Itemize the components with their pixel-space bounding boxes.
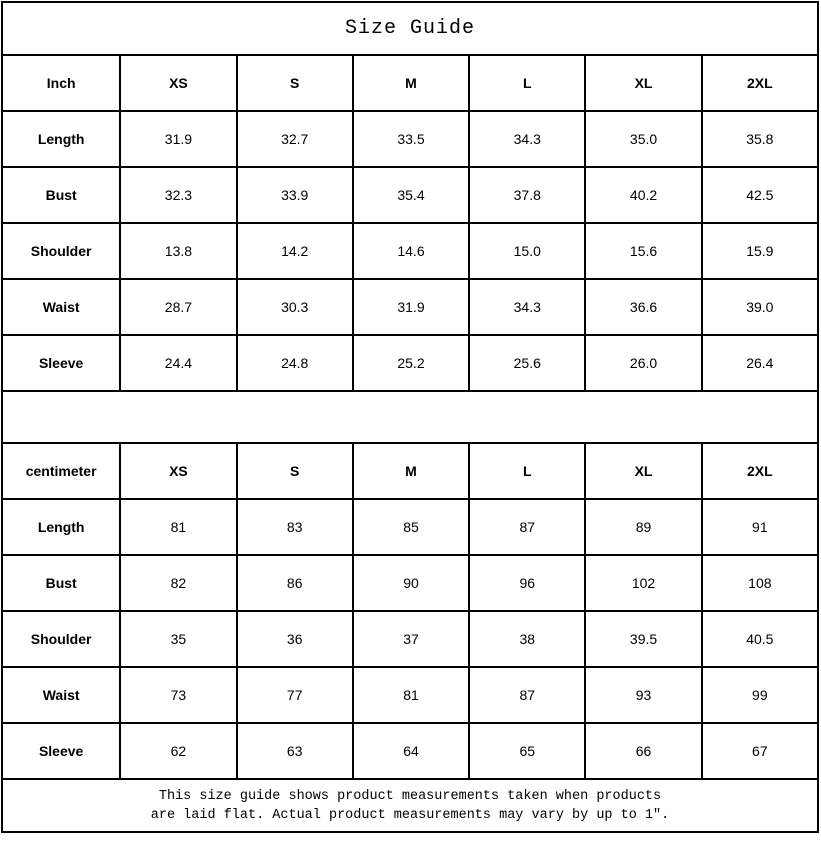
cell-value: 33.5 (353, 111, 469, 167)
cell-value: 28.7 (120, 279, 236, 335)
row-label-sleeve: Sleeve (2, 723, 120, 779)
cell-value: 66 (585, 723, 701, 779)
cell-value: 89 (585, 499, 701, 555)
cell-value: 15.0 (469, 223, 585, 279)
cell-value: 77 (237, 667, 353, 723)
spacer-cell (2, 391, 818, 443)
cell-value: 42.5 (702, 167, 818, 223)
inch-size-header-2xl: 2XL (702, 55, 818, 111)
cell-value: 15.9 (702, 223, 818, 279)
row-label-waist: Waist (2, 667, 120, 723)
cell-value: 32.3 (120, 167, 236, 223)
cell-value: 64 (353, 723, 469, 779)
cell-value: 36 (237, 611, 353, 667)
row-label-length: Length (2, 499, 120, 555)
cell-value: 25.2 (353, 335, 469, 391)
table-row (2, 335, 818, 391)
cell-value: 33.9 (237, 167, 353, 223)
cell-value: 65 (469, 723, 585, 779)
cell-value: 35.0 (585, 111, 701, 167)
cell-value: 31.9 (120, 111, 236, 167)
row-label-bust: Bust (2, 555, 120, 611)
table-row (2, 111, 818, 167)
table-row (2, 723, 818, 779)
row-label-sleeve: Sleeve (2, 335, 120, 391)
cell-value: 67 (702, 723, 818, 779)
cell-value: 96 (469, 555, 585, 611)
cell-value: 31.9 (353, 279, 469, 335)
size-guide-table (1, 1, 819, 833)
inch-header-row (2, 55, 818, 111)
cell-value: 39.0 (702, 279, 818, 335)
cell-value: 35.4 (353, 167, 469, 223)
cm-size-header-2xl: 2XL (702, 443, 818, 499)
cell-value: 62 (120, 723, 236, 779)
cell-value: 32.7 (237, 111, 353, 167)
centimeter-header-row (2, 443, 818, 499)
inch-size-header-xl: XL (585, 55, 701, 111)
inch-size-header-m: M (353, 55, 469, 111)
cell-value: 102 (585, 555, 701, 611)
cm-size-header-xl: XL (585, 443, 701, 499)
cell-value: 25.6 (469, 335, 585, 391)
cell-value: 85 (353, 499, 469, 555)
table-row (2, 279, 818, 335)
table-row (2, 555, 818, 611)
table-row (2, 667, 818, 723)
cell-value: 81 (120, 499, 236, 555)
cell-value: 81 (353, 667, 469, 723)
table-row (2, 499, 818, 555)
cell-value: 63 (237, 723, 353, 779)
inch-size-header-l: L (469, 55, 585, 111)
cm-size-header-s: S (237, 443, 353, 499)
row-label-bust: Bust (2, 167, 120, 223)
cell-value: 90 (353, 555, 469, 611)
table-row (2, 223, 818, 279)
centimeter-unit-header: centimeter (2, 443, 120, 499)
page-title: Size Guide (2, 2, 818, 55)
row-label-shoulder: Shoulder (2, 611, 120, 667)
cell-value: 34.3 (469, 279, 585, 335)
cell-value: 87 (469, 667, 585, 723)
cell-value: 38 (469, 611, 585, 667)
cell-value: 82 (120, 555, 236, 611)
cell-value: 36.6 (585, 279, 701, 335)
cell-value: 37.8 (469, 167, 585, 223)
cell-value: 24.4 (120, 335, 236, 391)
inch-unit-header: Inch (2, 55, 120, 111)
cell-value: 73 (120, 667, 236, 723)
cell-value: 40.5 (702, 611, 818, 667)
inch-size-header-s: S (237, 55, 353, 111)
cell-value: 35.8 (702, 111, 818, 167)
inch-size-header-xs: XS (120, 55, 236, 111)
table-row (2, 167, 818, 223)
cm-size-header-l: L (469, 443, 585, 499)
cell-value: 99 (702, 667, 818, 723)
cell-value: 87 (469, 499, 585, 555)
cell-value: 30.3 (237, 279, 353, 335)
cell-value: 39.5 (585, 611, 701, 667)
footer-row (2, 779, 818, 832)
cell-value: 34.3 (469, 111, 585, 167)
footer-note-line2: are laid flat. Actual product measurements may vary by up to 1″. (150, 807, 670, 823)
spacer-row (2, 391, 818, 443)
row-label-length: Length (2, 111, 120, 167)
title-row (2, 2, 818, 55)
cell-value: 24.8 (237, 335, 353, 391)
cell-value: 26.0 (585, 335, 701, 391)
cell-value: 26.4 (702, 335, 818, 391)
cell-value: 13.8 (120, 223, 236, 279)
cell-value: 86 (237, 555, 353, 611)
cm-size-header-m: M (353, 443, 469, 499)
cm-size-header-xs: XS (120, 443, 236, 499)
cell-value: 15.6 (585, 223, 701, 279)
cell-value: 14.6 (353, 223, 469, 279)
row-label-shoulder: Shoulder (2, 223, 120, 279)
table-row (2, 611, 818, 667)
row-label-waist: Waist (2, 279, 120, 335)
cell-value: 83 (237, 499, 353, 555)
cell-value: 93 (585, 667, 701, 723)
cell-value: 108 (702, 555, 818, 611)
cell-value: 37 (353, 611, 469, 667)
cell-value: 40.2 (585, 167, 701, 223)
cell-value: 91 (702, 499, 818, 555)
cell-value: 35 (120, 611, 236, 667)
cell-value: 14.2 (237, 223, 353, 279)
footer-note-line1: This size guide shows product measurements taken when products (158, 788, 662, 804)
footer-note (2, 779, 818, 832)
